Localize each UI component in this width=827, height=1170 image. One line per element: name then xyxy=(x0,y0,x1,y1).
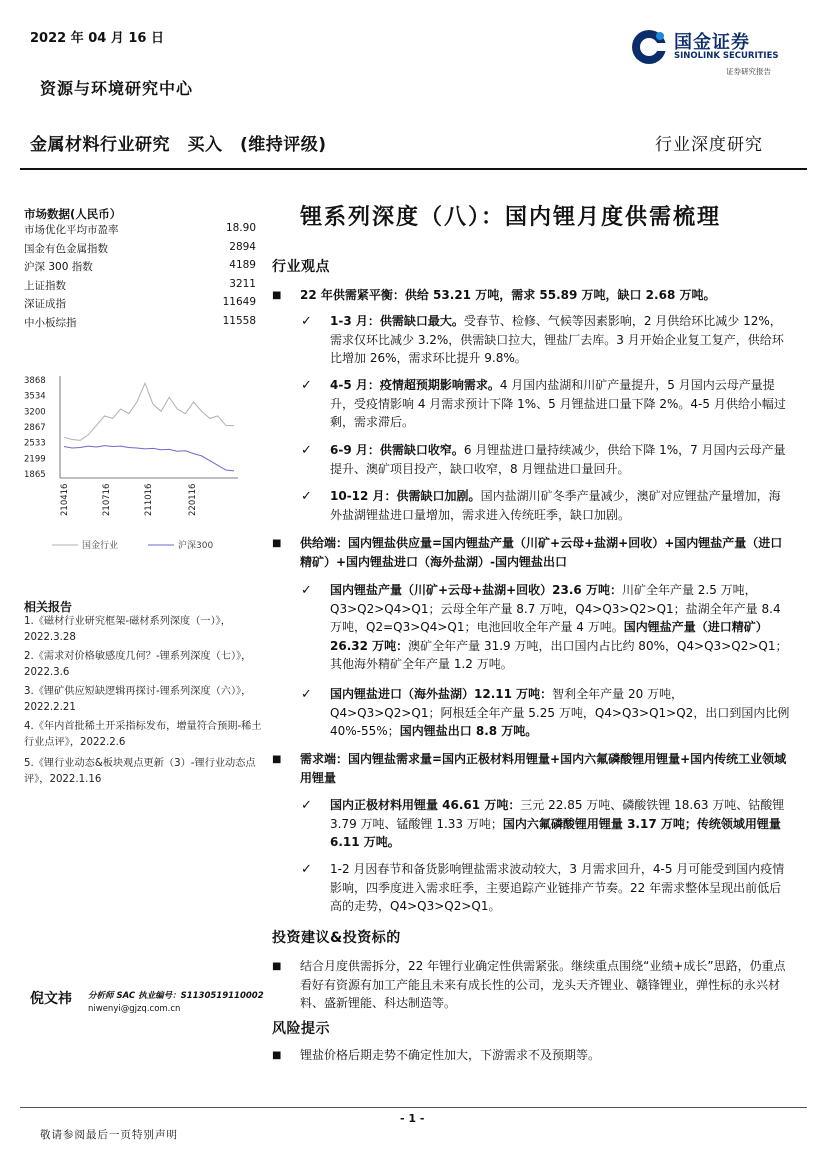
related-report-link[interactable]: 1.《磁材行业研究框架-磁材系列深度（一）》，2022.3.28 xyxy=(24,616,231,643)
market-label: 市场优化平均市盈率 xyxy=(24,224,119,236)
report-date: 2022 年 04 月 16 日 xyxy=(30,31,164,46)
related-reports-title: 相关报告 xyxy=(24,600,73,614)
bullet-square: ■ xyxy=(272,754,282,765)
view-q2-body: 4 月国内盐湖和川矿产量提升，5 月国内云母产量提升，受疫情影响 4 月需求预计下降 1%、5 月锂盐进口量下降 2%。4-5 月供给小幅过剩，需求滞后。 xyxy=(330,378,786,429)
research-rating-line: 金属材料行业研究 买入 (维持评级) xyxy=(30,135,327,155)
analyst-name: 倪文祎 xyxy=(30,991,72,1007)
check-icon: ✓ xyxy=(301,489,312,504)
x-tick-label: 211016 xyxy=(144,483,154,516)
demand-other: 国内六氟磷酸锂用锂量 3.17 万吨；传统领域用锂量 6.11 万吨。 xyxy=(330,816,781,849)
page-number: - 1 - xyxy=(400,1112,425,1125)
header-divider xyxy=(20,168,807,170)
market-label: 上证指数 xyxy=(24,279,66,292)
market-row xyxy=(24,315,256,330)
demand-cathode xyxy=(330,796,790,852)
view-q3-body: 6 月锂盐进口量持续减少，供给下降 1%，7 月国内云母产量提升、澳矿项目投产，缺口收窄，8 月锂盐进口量回升。 xyxy=(330,443,786,476)
demand-cathode-body: 三元 22.85 万吨、磷酸铁锂 18.63 万吨、钴酸锂 3.79 万吨、锰酸锂 1.33 万吨； xyxy=(330,798,785,831)
brand-name-cn: 国金证券 xyxy=(674,32,750,53)
x-tick-label: 210716 xyxy=(102,483,112,516)
brand-logo xyxy=(630,26,790,78)
report-type: 行业深度研究 xyxy=(655,135,763,155)
view-q2 xyxy=(330,376,790,432)
supply-import xyxy=(330,685,790,741)
check-icon: ✓ xyxy=(301,378,312,393)
check-icon: ✓ xyxy=(301,443,312,458)
x-tick-label: 210416 xyxy=(60,483,70,516)
index-chart xyxy=(20,368,250,558)
demand-formula: 需求端：国内锂盐需求量=国内正极材料用锂量+国内六氟磷酸锂用锂量+国内传统工业领域用锂量 xyxy=(300,752,787,785)
supply-concentrate-body: 澳矿全年产量 31.9 万吨，出口国内占比约 80%，Q4>Q3>Q2>Q1；其他海外精矿全年产量 1.2 万吨。 xyxy=(330,638,788,671)
market-label: 国金有色金属指数 xyxy=(24,242,108,255)
section-investment: 投资建议&投资标的 xyxy=(272,930,401,946)
market-row xyxy=(24,296,256,311)
supply-formula: 供给端：国内锂盐供应量=国内锂盐产量（川矿+云母+盐湖+回收）+国内锂盐产量（进口精矿）+国内锂盐进口（海外盐湖）-国内锂盐出口 xyxy=(300,536,783,569)
brand-subtitle: 证券研究报告 xyxy=(726,67,771,76)
bullet-square: ■ xyxy=(272,290,282,301)
market-value: 4189 xyxy=(229,259,256,271)
supply-concentrate-head: 国内锂盐产量（进口精矿）26.32 万吨： xyxy=(330,620,768,653)
legend-label: 沪深300 xyxy=(178,541,214,551)
market-row xyxy=(24,259,256,274)
view-q2-head: 4-5 月：疫情超预期影响需求。 xyxy=(330,378,500,392)
check-icon: ✓ xyxy=(301,798,312,813)
research-center: 资源与环境研究中心 xyxy=(40,79,194,98)
investment-advice: 结合月度供需拆分，22 年锂行业确定性供需紧张。继续重点围绕“业绩+成长”思路，仍重点看好有资源有加工产能且未来有成长性的公司，龙头天齐锂业、赣锋锂业，弹性标的永兴材料、盛新锂能、科达制造等。 xyxy=(300,959,786,1010)
y-tick-label: 3534 xyxy=(24,391,46,402)
section-risk: 风险提示 xyxy=(272,1021,330,1037)
y-tick-label: 3868 xyxy=(24,376,46,386)
check-icon: ✓ xyxy=(301,862,312,877)
y-tick-label: 2533 xyxy=(24,438,46,449)
brand-name-en: SINOLINK SECURITIES xyxy=(674,51,779,61)
view-q4-head: 10-12 月：供需缺口加剧。 xyxy=(330,489,481,503)
market-value: 18.90 xyxy=(225,222,256,234)
supply-export: 国内锂盐出口 8.8 万吨。 xyxy=(399,724,538,738)
view-summary: 22 年供需紧平衡：供给 53.21 万吨，需求 55.89 万吨，缺口 2.68 万吨。 xyxy=(300,288,716,302)
y-tick-label: 3200 xyxy=(24,407,46,418)
market-value: 11558 xyxy=(222,314,256,327)
supply-import-head: 国内锂盐进口（海外盐湖）12.11 万吨： xyxy=(330,687,553,701)
bullet-square: ■ xyxy=(272,1050,282,1061)
market-label: 沪深 300 指数 xyxy=(24,261,93,273)
analyst-email[interactable]: niwenyi@gjzq.com.cn xyxy=(88,1004,181,1014)
view-q1-body: 受春节、检修、气候等因素影响，2 月供给环比减少 12%，需求仅环比减少 3.2%，供需缺口拉大，锂盐厂去库。3 月开始企业复工复产，供给环比增加 26%，需求环比提升 9.8%。 xyxy=(330,314,784,365)
check-icon: ✓ xyxy=(301,687,312,702)
related-report-link[interactable]: 3.《锂矿供应短缺逻辑再探讨-锂系列深度（六）》，2022.2.21 xyxy=(24,686,252,713)
market-label: 深证成指 xyxy=(24,298,66,310)
series-line-1 xyxy=(64,446,234,471)
market-value: 3211 xyxy=(229,277,256,290)
report-title: 锂系列深度（八）：国内锂月度供需梳理 xyxy=(300,205,722,230)
legend-label: 国金行业 xyxy=(82,541,119,551)
related-report-link[interactable]: 2.《需求对价格敏感度几何？-锂系列深度（七）》，2022.3.6 xyxy=(24,651,252,678)
view-q4-body: 国内盐湖川矿冬季产量减少，澳矿对应锂盐产量增加，海外盐湖锂盐进口量增加，需求进入传统旺季，缺口加剧。 xyxy=(330,489,781,522)
demand-trend: 1-2 月因春节和备货影响锂盐需求波动较大，3 月需求回升，4-5 月可能受到国内疫情影响，四季度进入需求旺季，主要追踪产业链排产节奏。22 年需求整体呈现出前低后高的走势，Q4>Q3>Q2>Q1。 xyxy=(330,862,785,913)
market-row xyxy=(24,222,256,237)
analyst-cert: 分析师 SAC 执业编号：S1130519110002 xyxy=(88,991,264,1001)
market-data-title: 市场数据(人民币） xyxy=(24,207,122,221)
view-q1 xyxy=(330,312,790,368)
related-report-link[interactable]: 5.《锂行业动态&板块观点更新（3）-锂行业动态点评》，2022.1.16 xyxy=(24,758,256,785)
view-q3-head: 6-9 月：供需缺口收窄。 xyxy=(330,443,464,457)
check-icon: ✓ xyxy=(301,583,312,598)
market-label: 中小板综指 xyxy=(24,316,77,329)
y-tick-label: 2199 xyxy=(24,454,46,465)
market-row xyxy=(24,241,256,256)
supply-domestic xyxy=(330,581,790,674)
supply-import-body: 智利全年产量 20 万吨，Q4>Q3>Q2>Q1；阿根廷全年产量 5.25 万吨，Q4>Q3>Q1>Q2，出口到国内比例 40%-55%； xyxy=(330,687,790,738)
sinolink-logo-icon xyxy=(630,28,668,66)
market-value: 2894 xyxy=(229,240,256,253)
section-industry-view: 行业观点 xyxy=(272,259,330,275)
y-tick-label: 1865 xyxy=(24,470,46,480)
y-tick-label: 2867 xyxy=(24,422,46,433)
demand-cathode-head: 国内正极材料用锂量 46.61 万吨： xyxy=(330,798,521,812)
check-icon: ✓ xyxy=(301,314,312,329)
bullet-square: ■ xyxy=(272,538,282,549)
bullet-square: ■ xyxy=(272,961,282,972)
view-q4 xyxy=(330,487,790,524)
view-q3 xyxy=(330,441,790,478)
supply-domestic-head: 国内锂盐产量（川矿+云母+盐湖+回收）23.6 万吨： xyxy=(330,583,622,597)
footer-divider xyxy=(20,1107,807,1108)
related-report-link[interactable]: 4.《年内首批稀土开采指标发布，增量符合预期-稀土行业点评》，2022.2.6 xyxy=(24,721,262,748)
series-line-0 xyxy=(64,383,234,440)
index-line-chart xyxy=(20,368,250,558)
market-value: 11649 xyxy=(222,296,256,308)
risk-text: 锂盐价格后期走势不确定性加大，下游需求不及预期等。 xyxy=(300,1048,601,1062)
view-q1-head: 1-3 月：供需缺口最大。 xyxy=(330,314,464,328)
analyst-info xyxy=(88,990,264,1016)
disclaimer-note: 敬请参阅最后一页特别声明 xyxy=(40,1129,178,1141)
market-row xyxy=(24,278,256,293)
supply-domestic-body: 川矿全年产量 2.5 万吨，Q3>Q2>Q4>Q1；云母全年产量 8.7 万吨，Q4>Q3>Q2>Q1；盐湖全年产量 8.4 万吨，Q2=Q3>Q4>Q1；电池回收全年产量 4 万吨。 xyxy=(330,583,781,634)
x-tick-label: 220116 xyxy=(188,483,198,516)
